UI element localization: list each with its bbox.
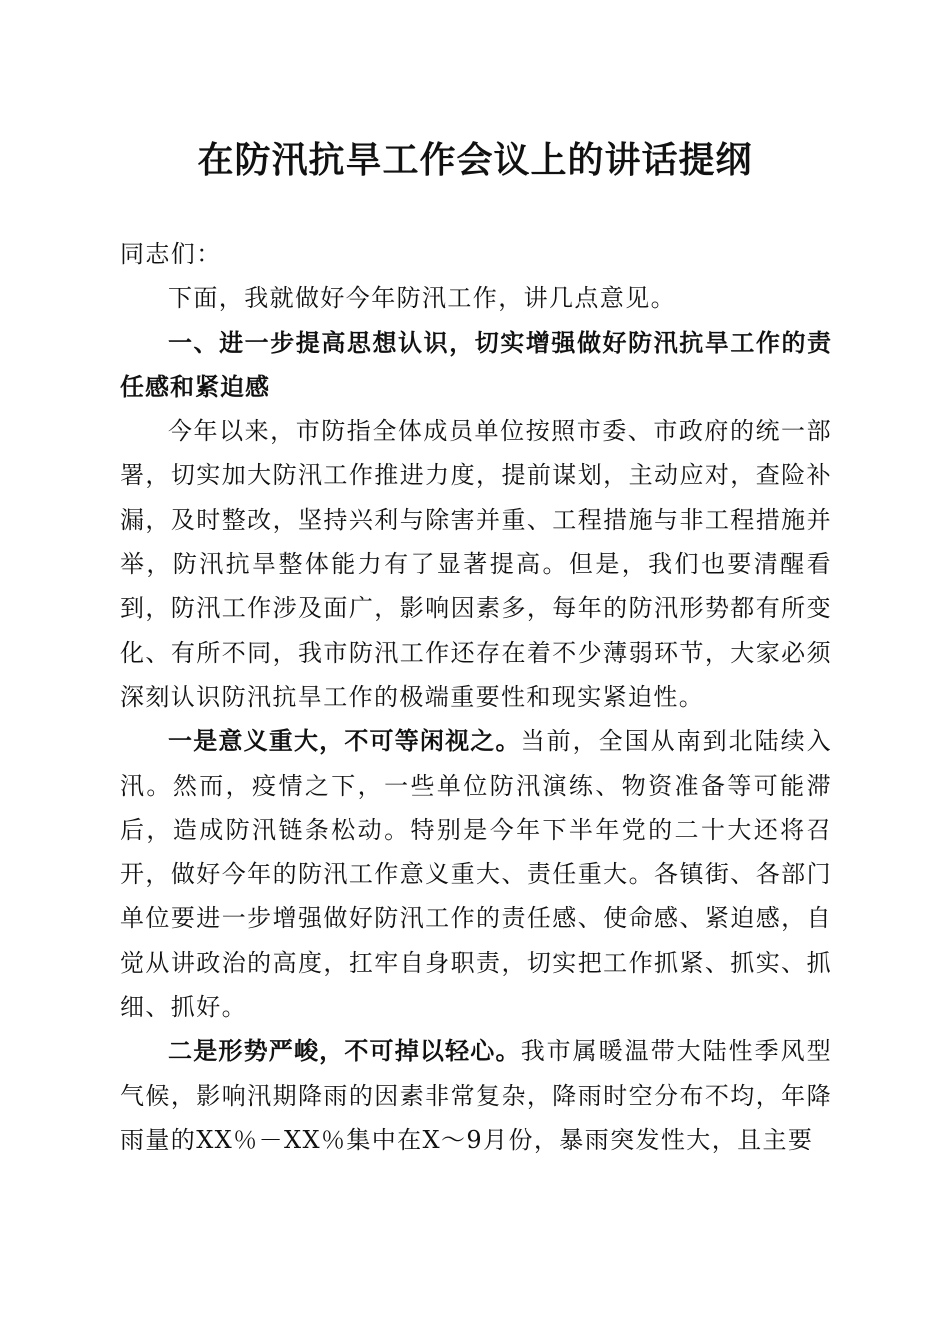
intro-paragraph: 下面，我就做好今年防汛工作，讲几点意见。 <box>168 284 676 313</box>
point-2-text: 我市属暖温带大陆性季风型气候，影响汛期降雨的因素非常复杂，降雨时空分布不均，年降雨量的XX％－XX％集中在X～9月份，暴雨突发性大，且主要 <box>120 1037 832 1154</box>
salutation: 同志们： <box>120 240 222 268</box>
paragraph-point-2 <box>120 1029 832 1162</box>
section-heading-1: 一、进一步提高思想认识，切实增强做好防汛抗旱工作的责任感和紧迫感 <box>120 328 832 401</box>
point-2-lead: 二是形势严峻，不可掉以轻心。 <box>168 1037 521 1066</box>
paragraph-1: 今年以来，市防指全体成员单位按照市委、市政府的统一部署，切实加大防汛工作推进力度，提前谋划，主动应对，查险补漏，及时整改，坚持兴利与除害并重、工程措施与非工程措施并举，防汛抗旱整体能力有了显著提高。但是，我们也要清醒看到，防汛工作涉及面广，影响因素多，每年的防汛形势都有所变化、有所不同，我市防汛工作还存在着不少薄弱环节，大家必须深刻认识防汛抗旱工作的极端重要性和现实紧迫性。 <box>120 417 832 711</box>
document-body <box>120 232 832 1162</box>
document-title: 在防汛抗旱工作会议上的讲话提纲 <box>197 139 753 181</box>
point-1-text: 当前，全国从南到北陆续入汛。然而，疫情之下，一些单位防汛演练、物资准备等可能滞后，造成防汛链条松动。特别是今年下半年党的二十大还将召开，做好今年的防汛工作意义重大、责任重大。各镇街、各部门单位要进一步增强做好防汛工作的责任感、使命感、紧迫感，自觉从讲政治的高度，扛牢自身职责，切实把工作抓紧、抓实、抓细、抓好。 <box>120 727 832 1022</box>
point-1-lead: 一是意义重大，不可等闲视之。 <box>168 727 521 756</box>
paragraph-point-1 <box>120 719 832 1029</box>
